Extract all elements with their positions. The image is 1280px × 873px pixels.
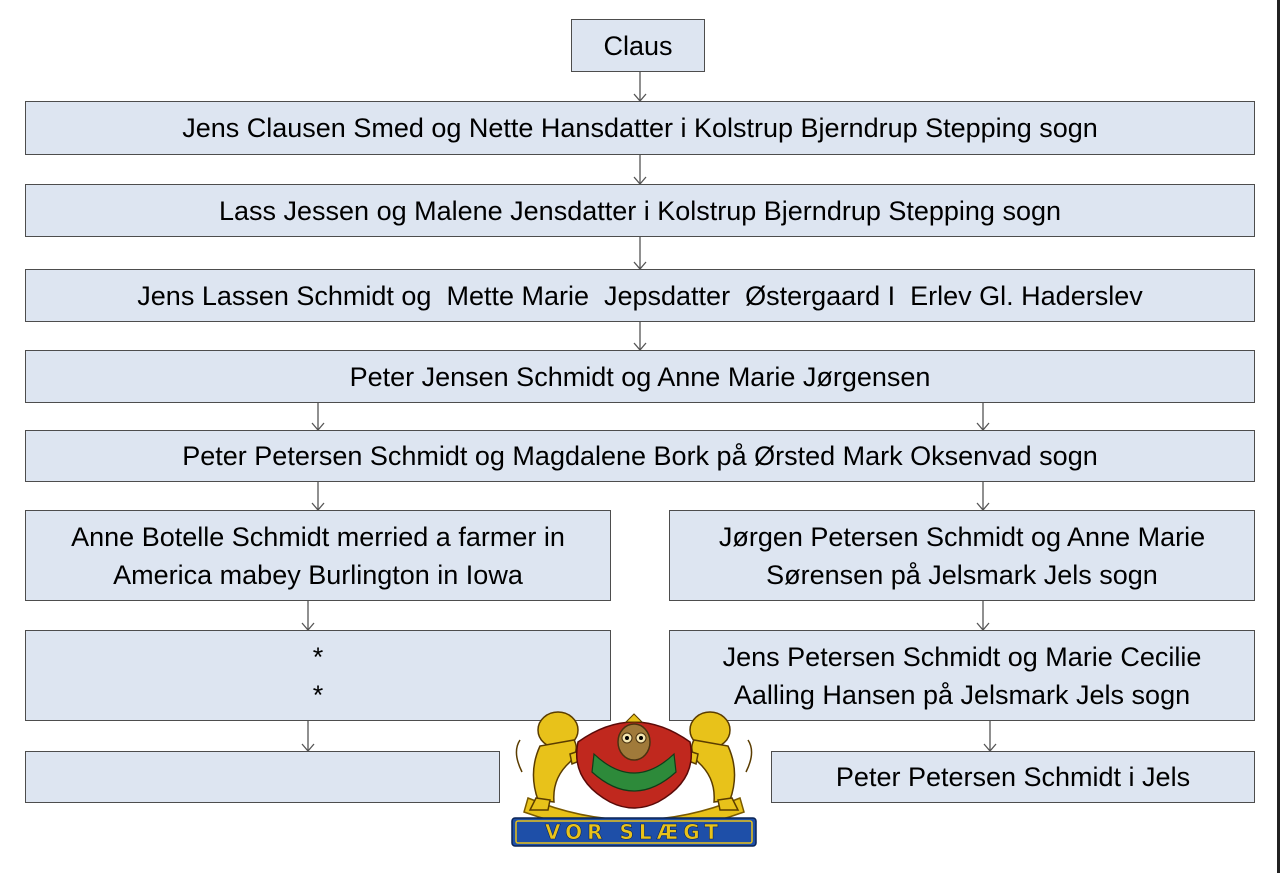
vor-slaegt-banner [512, 818, 756, 846]
right-gen6-line1: Jørgen Petersen Schmidt og Anne Marie [718, 521, 1206, 552]
vor-slaegt-crest-logo [508, 702, 760, 852]
left-branch-generation-8 [25, 751, 500, 803]
generation-box-5 [25, 430, 1255, 482]
connector-right-6-7 [977, 601, 989, 630]
connector-gen3-gen4 [634, 322, 646, 350]
left-gen6-line2: America mabey Burlington in Iowa [113, 559, 523, 590]
right-branch-generation-8 [771, 751, 1255, 803]
person-box-root [571, 19, 705, 72]
connector-gen1-gen2 [634, 155, 646, 184]
generation-box-4 [25, 350, 1255, 403]
generation-4-text: Peter Jensen Schmidt og Anne Marie Jørgensen [349, 361, 931, 392]
generation-box-2 [25, 184, 1255, 237]
connector-root-gen1 [634, 72, 646, 101]
right-branch-generation-6 [669, 510, 1255, 601]
connector-gen4-gen5-left [312, 403, 324, 430]
connector-left-6-7 [302, 601, 314, 630]
left-gen6-line1: Anne Botelle Schmidt merried a farmer in [71, 521, 565, 552]
right-gen7-line2: Aalling Hansen på Jelsmark Jels sogn [733, 679, 1191, 710]
generation-2-text: Lass Jessen og Malene Jensdatter i Kolstrup Bjerndrup Stepping sogn [218, 195, 1061, 226]
connector-gen2-gen3 [634, 237, 646, 269]
banner-text: VOR SLÆGT [544, 820, 724, 844]
connector-gen5-left [312, 482, 324, 510]
left-gen7-line1: * [312, 641, 324, 672]
generation-5-text: Peter Petersen Schmidt og Magdalene Bork på Ørsted Mark Oksenvad sogn [182, 441, 1098, 471]
right-gen7-line1: Jens Petersen Schmidt og Marie Cecilie [722, 641, 1202, 672]
connector-gen4-gen5-right [977, 403, 989, 430]
connector-left-7-8 [302, 721, 314, 751]
generation-box-1 [25, 101, 1255, 155]
generation-3-text: Jens Lassen Schmidt og Mette Marie Jepsdatter Østergaard I Erlev Gl. Haderslev [137, 280, 1143, 311]
connector-gen5-right [977, 482, 989, 510]
generation-1-text: Jens Clausen Smed og Nette Hansdatter i Kolstrup Bjerndrup Stepping sogn [182, 113, 1098, 143]
left-gen7-line2: * [312, 679, 324, 710]
right-gen8-text: Peter Petersen Schmidt i Jels [835, 762, 1191, 792]
generation-box-3 [25, 269, 1255, 322]
root-name: Claus [603, 30, 673, 61]
connector-right-7-8 [984, 721, 996, 751]
owl-icon [618, 714, 650, 760]
right-gen6-line2: Sørensen på Jelsmark Jels sogn [766, 559, 1158, 590]
left-branch-generation-6 [25, 510, 611, 601]
